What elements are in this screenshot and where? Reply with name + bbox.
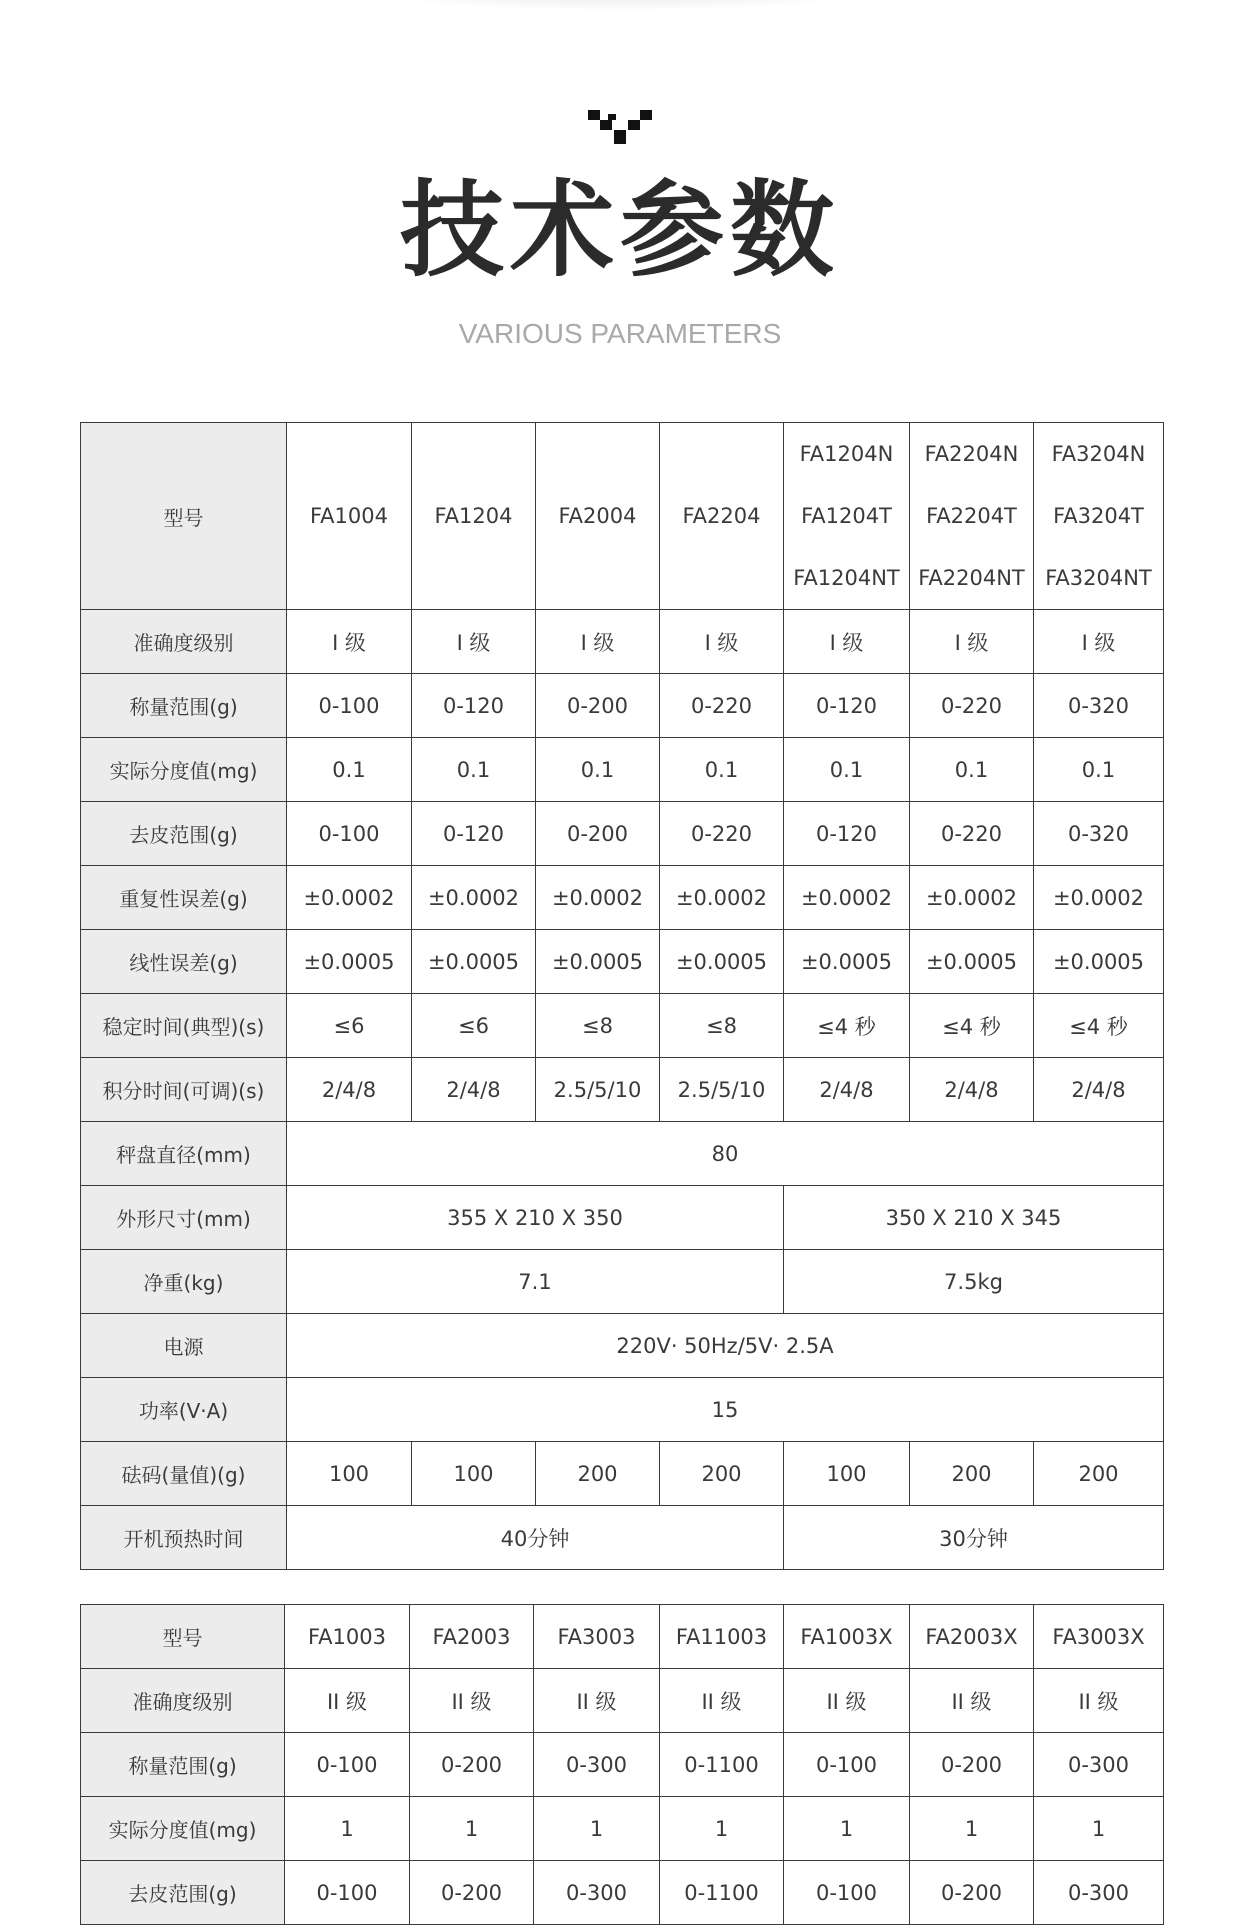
table-row <box>81 1669 1164 1733</box>
row-label: 称量范围(g) <box>81 674 287 738</box>
row-value: ≤4 秒 <box>910 994 1034 1058</box>
table-row <box>81 1733 1164 1797</box>
row-value: 2/4/8 <box>287 1058 412 1122</box>
power-supply-value: 220V· 50Hz/5V· 2.5A <box>287 1314 1164 1378</box>
row-value: 0-200 <box>410 1733 534 1797</box>
row-value: 1 <box>1034 1797 1164 1861</box>
row-value: II 级 <box>784 1669 910 1733</box>
model-cell: FA3003X <box>1034 1605 1164 1669</box>
table-header-row <box>81 423 1164 610</box>
model-name: FA1204N <box>799 442 894 466</box>
row-label: 去皮范围(g) <box>81 802 287 866</box>
warmup-right-value: 30分钟 <box>784 1506 1164 1570</box>
row-value: ±0.0005 <box>910 930 1034 994</box>
row-value: 0-200 <box>910 1733 1034 1797</box>
row-value: II 级 <box>285 1669 410 1733</box>
net-weight-row <box>81 1250 1164 1314</box>
row-value: 200 <box>910 1442 1034 1506</box>
row-value: 2.5/5/10 <box>660 1058 784 1122</box>
row-value: ≤8 <box>536 994 660 1058</box>
row-value: 0.1 <box>412 738 536 802</box>
row-value: ≤6 <box>287 994 412 1058</box>
table-row <box>81 930 1164 994</box>
model-cell: FA11003 <box>660 1605 784 1669</box>
row-value: ±0.0002 <box>910 866 1034 930</box>
model-name: FA2004 <box>558 504 637 528</box>
row-value: 0.1 <box>784 738 910 802</box>
model-cell: FA3003 <box>534 1605 660 1669</box>
row-value: II 级 <box>1034 1669 1164 1733</box>
model-name: FA3204T <box>1053 504 1144 528</box>
row-value: 0.1 <box>536 738 660 802</box>
row-value: 0-100 <box>784 1861 910 1925</box>
row-value: ≤8 <box>660 994 784 1058</box>
table-row <box>81 1861 1164 1925</box>
row-value: 200 <box>1034 1442 1164 1506</box>
row-value: 0-300 <box>534 1733 660 1797</box>
row-value: 200 <box>536 1442 660 1506</box>
row-label: 电源 <box>81 1314 287 1378</box>
row-label: 净重(kg) <box>81 1250 287 1314</box>
row-value: II 级 <box>410 1669 534 1733</box>
row-value: ±0.0005 <box>660 930 784 994</box>
dimensions-row <box>81 1186 1164 1250</box>
table-row <box>81 610 1164 674</box>
model-name: FA2204N <box>924 442 1019 466</box>
net-weight-right-value: 7.5kg <box>784 1250 1164 1314</box>
model-name: FA1204 <box>434 504 513 528</box>
row-value: 0-320 <box>1034 802 1164 866</box>
row-value: 2/4/8 <box>910 1058 1034 1122</box>
row-value: 0.1 <box>287 738 412 802</box>
model-name: FA2204NT <box>918 566 1025 590</box>
model-name: FA1004 <box>310 504 388 528</box>
row-value: 0.1 <box>910 738 1034 802</box>
row-label: 稳定时间(典型)(s) <box>81 994 287 1058</box>
row-value: 0-220 <box>910 674 1034 738</box>
row-value: ≤4 秒 <box>784 994 910 1058</box>
model-cell: FA2003X <box>910 1605 1034 1669</box>
power-row <box>81 1378 1164 1442</box>
power-value: 15 <box>287 1378 1164 1442</box>
row-value: 0-100 <box>784 1733 910 1797</box>
model-label: 型号 <box>81 1605 285 1669</box>
row-label: 实际分度值(mg) <box>81 1797 285 1861</box>
row-value: 0-200 <box>536 802 660 866</box>
row-value: 0-1100 <box>660 1733 784 1797</box>
row-value: I 级 <box>412 610 536 674</box>
row-value: ±0.0005 <box>784 930 910 994</box>
row-value: II 级 <box>910 1669 1034 1733</box>
row-value: ±0.0005 <box>412 930 536 994</box>
row-value: ±0.0005 <box>1034 930 1164 994</box>
model-cell: FA2003 <box>410 1605 534 1669</box>
row-value: 2/4/8 <box>784 1058 910 1122</box>
row-value: I 级 <box>910 610 1034 674</box>
model-cell <box>660 423 784 610</box>
row-value: 0-1100 <box>660 1861 784 1925</box>
row-value: 0-100 <box>287 674 412 738</box>
row-value: 0-100 <box>285 1733 410 1797</box>
pan-diameter-row <box>81 1122 1164 1186</box>
row-value: 1 <box>660 1797 784 1861</box>
row-value: 0-100 <box>287 802 412 866</box>
row-value: 0-300 <box>534 1861 660 1925</box>
row-value: ≤4 秒 <box>1034 994 1164 1058</box>
row-value: 0-200 <box>410 1861 534 1925</box>
table-row <box>81 802 1164 866</box>
model-cell <box>784 423 910 610</box>
row-value: 0-120 <box>412 802 536 866</box>
row-label: 准确度级别 <box>81 610 287 674</box>
row-value: 0-320 <box>1034 674 1164 738</box>
row-value: ±0.0002 <box>287 866 412 930</box>
row-label: 外形尺寸(mm) <box>81 1186 287 1250</box>
row-label: 去皮范围(g) <box>81 1861 285 1925</box>
model-cell <box>287 423 412 610</box>
net-weight-left-value: 7.1 <box>287 1250 784 1314</box>
row-value: ±0.0002 <box>660 866 784 930</box>
page-title: 技术参数 <box>399 169 840 291</box>
table-row <box>81 994 1164 1058</box>
dimensions-right-value: 350 X 210 X 345 <box>784 1186 1164 1250</box>
row-value: 1 <box>285 1797 410 1861</box>
row-value: I 级 <box>660 610 784 674</box>
pan-diameter-value: 80 <box>287 1122 1164 1186</box>
row-label: 砝码(量值)(g) <box>81 1442 287 1506</box>
table-row <box>81 1058 1164 1122</box>
row-value: 0-200 <box>910 1861 1034 1925</box>
model-name: FA2204 <box>682 504 761 528</box>
row-value: ±0.0005 <box>287 930 412 994</box>
row-value: 2/4/8 <box>412 1058 536 1122</box>
model-cell <box>412 423 536 610</box>
row-value: II 级 <box>534 1669 660 1733</box>
row-value: I 级 <box>287 610 412 674</box>
row-value: 0-120 <box>784 674 910 738</box>
table-row <box>81 738 1164 802</box>
row-value: ≤6 <box>412 994 536 1058</box>
row-value: 100 <box>287 1442 412 1506</box>
model-name: FA2204T <box>926 504 1017 528</box>
row-label: 准确度级别 <box>81 1669 285 1733</box>
row-label: 功率(V·A) <box>81 1378 287 1442</box>
row-value: I 级 <box>536 610 660 674</box>
model-label: 型号 <box>81 423 287 610</box>
page-subtitle: VARIOUS PARAMETERS <box>458 318 782 349</box>
model-cell <box>536 423 660 610</box>
top-shadow-decoration <box>300 0 940 10</box>
row-value: 0-120 <box>784 802 910 866</box>
row-label: 实际分度值(mg) <box>81 738 287 802</box>
row-value: 0-200 <box>536 674 660 738</box>
row-value: 1 <box>784 1797 910 1861</box>
power-supply-row <box>81 1314 1164 1378</box>
table-row <box>81 866 1164 930</box>
row-value: 0-120 <box>412 674 536 738</box>
row-value: 0-100 <box>285 1861 410 1925</box>
row-value: I 级 <box>784 610 910 674</box>
row-value: 1 <box>910 1797 1034 1861</box>
row-label: 线性误差(g) <box>81 930 287 994</box>
row-label: 重复性误差(g) <box>81 866 287 930</box>
warmup-row <box>81 1506 1164 1570</box>
warmup-left-value: 40分钟 <box>287 1506 784 1570</box>
dimensions-left-value: 355 X 210 X 350 <box>287 1186 784 1250</box>
row-value: 100 <box>412 1442 536 1506</box>
table-row <box>81 674 1164 738</box>
parameters-table-2 <box>80 1604 1164 1925</box>
row-value: 100 <box>784 1442 910 1506</box>
row-value: 0.1 <box>1034 738 1164 802</box>
model-name: FA1204NT <box>793 566 900 590</box>
row-value: ±0.0002 <box>784 866 910 930</box>
model-cell <box>1034 423 1164 610</box>
row-value: 0-220 <box>910 802 1034 866</box>
row-value: ±0.0002 <box>412 866 536 930</box>
model-cell: FA1003 <box>285 1605 410 1669</box>
row-value: 0-220 <box>660 674 784 738</box>
model-name: FA3204N <box>1051 442 1146 466</box>
model-name: FA3204NT <box>1045 566 1152 590</box>
table-row <box>81 1797 1164 1861</box>
row-value: ±0.0002 <box>536 866 660 930</box>
row-value: II 级 <box>660 1669 784 1733</box>
model-cell <box>910 423 1034 610</box>
row-value: I 级 <box>1034 610 1164 674</box>
brand-logo-icon <box>588 110 652 146</box>
row-label: 开机预热时间 <box>81 1506 287 1570</box>
row-label: 积分时间(可调)(s) <box>81 1058 287 1122</box>
row-value: ±0.0005 <box>536 930 660 994</box>
model-cell: FA1003X <box>784 1605 910 1669</box>
weights-row <box>81 1442 1164 1506</box>
row-value: 1 <box>534 1797 660 1861</box>
row-value: ±0.0002 <box>1034 866 1164 930</box>
row-value: 0.1 <box>660 738 784 802</box>
row-value: 2/4/8 <box>1034 1058 1164 1122</box>
row-value: 0-300 <box>1034 1733 1164 1797</box>
model-name: FA1204T <box>801 504 892 528</box>
row-label: 秤盘直径(mm) <box>81 1122 287 1186</box>
row-value: 0-220 <box>660 802 784 866</box>
row-value: 200 <box>660 1442 784 1506</box>
parameters-table-1 <box>80 422 1164 1570</box>
row-value: 1 <box>410 1797 534 1861</box>
row-value: 2.5/5/10 <box>536 1058 660 1122</box>
table-header-row <box>81 1605 1164 1669</box>
row-value: 0-300 <box>1034 1861 1164 1925</box>
row-label: 称量范围(g) <box>81 1733 285 1797</box>
